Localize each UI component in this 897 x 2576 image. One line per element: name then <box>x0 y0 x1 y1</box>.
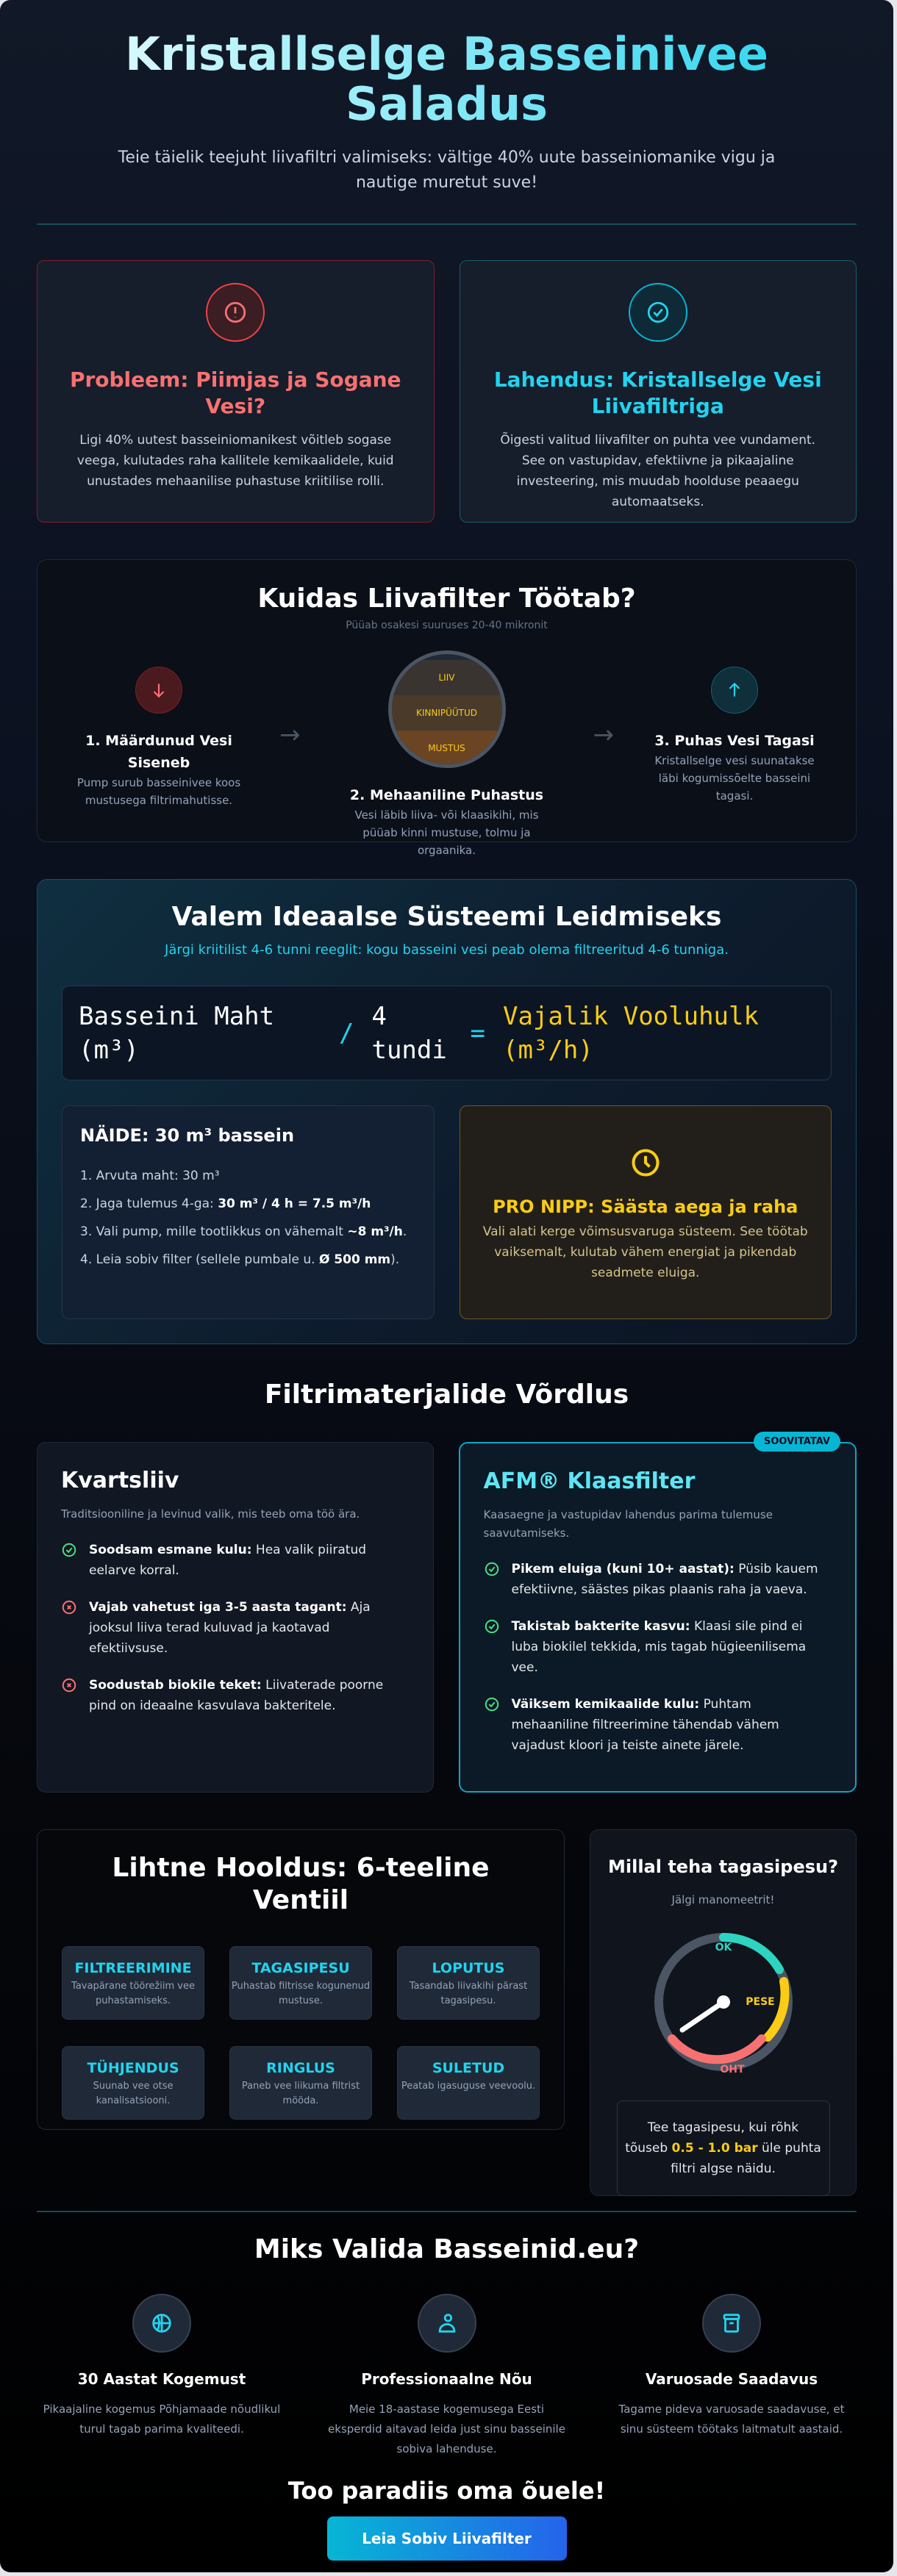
gauge-needle <box>682 2002 723 2030</box>
step-text: Pump surub basseinivee koos mustusega filtrimahutisse. <box>76 776 241 807</box>
gauge-title: Millal teha tagasipesu? <box>607 1856 839 1877</box>
check-circle-icon <box>629 283 687 342</box>
valve-mode-name: TÜHJENDUS <box>87 2060 179 2076</box>
solution-text: Õigesti valitud liivafilter on puhta vee vundament. See on vastupidav, efektiivne ja pikaajaline investeering, mis muudab hoolduse peaaegu automaatseks. <box>500 433 816 509</box>
x-circle-icon <box>61 1677 77 1716</box>
valve-mode-text: Suunab vee otse kanalisatsiooni. <box>93 2081 174 2106</box>
example-card <box>62 1105 435 1319</box>
gauge-wash-label: PESE <box>745 1996 775 2008</box>
valve-mode-name: LOPUTUS <box>432 1960 505 1976</box>
feature-item: Soodsam esmane kulu: Hea valik piiratud eelarve korral. <box>61 1540 410 1581</box>
page-subtitle: Teie täielik teejuht liivafiltri valimiseks: vältige 40% uute basseiniomanike vigu ja nautige muretut suve! <box>118 148 776 192</box>
how-title: Kuidas Liivafilter Töötab? <box>257 584 636 614</box>
layer-dirt: MUSTUS <box>392 731 502 766</box>
example-step: 4. Leia sobiv filter (sellele pumbale u. Ø 500 mm). <box>80 1252 400 1267</box>
problem-title: Probleem: Piimjas ja Sogane Vesi? <box>69 367 401 418</box>
step-text: Vesi läbib liiva- või klaasikihi, mis püüab kinni mustuse, tolmu ja orgaanika. <box>354 808 539 857</box>
feature-item: Soodustab biokile teket: Liivaterade poorne pind on ideaalne kasvulava bakteritele. <box>61 1675 410 1716</box>
why-item-text: Meie 18-aastase kogemusega Eesti eksperdid aitavad leida just sinu basseinile sobiva lahenduse. <box>328 2403 565 2455</box>
why-item-title: Professionaalne Nõu <box>361 2370 532 2388</box>
valve-section <box>37 1829 565 2130</box>
valve-mode-suletud <box>397 2046 540 2120</box>
divider <box>37 223 857 225</box>
quartz-card <box>37 1442 434 1793</box>
step-text: Kristallselge vesi suunatakse läbi kogumissõelte basseini tagasi. <box>654 754 815 803</box>
check-circle-icon <box>484 1696 500 1756</box>
formula-box <box>62 986 832 1080</box>
step-title: 2. Mehaaniline Puhastus <box>349 787 544 803</box>
divider <box>37 2211 857 2212</box>
valve-mode-name: FILTREERIMINE <box>74 1960 192 1976</box>
globe-icon <box>132 2294 191 2353</box>
tip-title: PRO NIPP: Säästa aega ja raha <box>493 1196 798 1217</box>
cta-title: Too paradiis oma õuele! <box>287 2477 606 2505</box>
valve-mode-tagasipesu <box>229 1946 372 2020</box>
why-item-advice <box>322 2294 572 2459</box>
gauge-danger-label: OHT <box>719 2064 745 2075</box>
valve-title: Lihtne Hooldus: 6-teeline Ventiil <box>112 1853 490 1915</box>
arrow-right-icon: → <box>593 720 614 750</box>
why-item-text: Pikaajaline kogemus Põhjamaade nõudlikul turul tagab parima kvaliteedi. <box>43 2403 281 2436</box>
gauge-note: Tee tagasipesu, kui rõhk tõuseb 0.5 - 1.0 bar üle puhta filtri algse näidu. <box>617 2100 830 2196</box>
formula-hours: 4 tundi <box>371 1001 447 1065</box>
user-icon <box>418 2294 476 2353</box>
gauge-card <box>590 1829 857 2196</box>
formula-divide: / <box>339 1018 354 1048</box>
example-step: 2. Jaga tulemus 4-ga: 30 m³ / 4 h = 7.5 m³/h <box>80 1196 371 1211</box>
valve-mode-text: Paneb vee liikuma filtrist mööda. <box>241 2081 360 2106</box>
problem-card <box>37 260 435 523</box>
solution-card <box>460 260 857 523</box>
check-circle-icon <box>484 1618 500 1678</box>
step-1 <box>74 667 243 809</box>
formula-result: Vajalik Vooluhulk (m³/h) <box>502 1001 759 1065</box>
valve-mode-name: RINGLUS <box>266 2060 335 2076</box>
find-filter-button[interactable]: Leia Sobiv Liivafilter <box>327 2516 567 2561</box>
solution-title: Lahendus: Kristallselge Vesi Liivafiltriga <box>493 367 822 418</box>
afm-desc: Kaasaegne ja vastupidav lahendus parima tulemuse saavutamiseks. <box>483 1508 773 1540</box>
archive-icon <box>702 2294 761 2353</box>
recommended-badge: SOOVITATAV <box>754 1432 840 1452</box>
valve-mode-text: Tasandab liivakihi pärast tagasipesu. <box>409 1981 528 2006</box>
feature-item: Takistab bakterite kasvu: Klaasi sile pind ei luba biokilel tekkida, mis tagab hügieenilisema vee. <box>484 1616 832 1678</box>
why-title: Miks Valida Basseinid.eu? <box>254 2234 640 2264</box>
valve-mode-text: Tavapärane töörežiim vee puhastamiseks. <box>71 1981 195 2006</box>
step-title: 3. Puhas Vesi Tagasi <box>654 733 815 749</box>
valve-mode-name: SULETUD <box>432 2060 505 2076</box>
valve-mode-text: Puhastab filtrisse kogunenud mustuse. <box>231 1981 371 2006</box>
quartz-title: Kvartsliiv <box>61 1468 179 1493</box>
valve-mode-text: Peatab igasuguse veevoolu. <box>401 2081 536 2092</box>
how-it-works-section <box>37 559 857 857</box>
alert-icon <box>206 283 265 342</box>
clock-icon <box>478 1147 814 1182</box>
why-item-experience <box>37 2294 287 2459</box>
layer-sand: LIIV <box>392 660 502 695</box>
step-3 <box>650 667 819 805</box>
example-step: 3. Vali pump, mille tootlikkus on vähemalt ~8 m³/h. <box>80 1224 407 1239</box>
formula-volume: Basseini Maht (m³) <box>79 1001 275 1065</box>
valve-mode-loputus <box>397 1946 540 2020</box>
problem-text: Ligi 40% uutest basseiniomanikest võitleb sogase veega, kulutades raha kallitele kemikaalidele, kuid unustades mehaanilise puhastuse kriitilise rolli. <box>76 433 394 489</box>
formula-subtitle: Järgi kriitilist 4-6 tunni reeglit: kogu basseini vesi peab olema filtreeritud 4-6 tunniga. <box>165 942 729 958</box>
valve-mode-ringlus <box>229 2046 372 2120</box>
example-step: 1. Arvuta maht: 30 m³ <box>80 1169 220 1183</box>
formula-title: Valem Ideaalse Süsteemi Leidmiseks <box>171 902 722 932</box>
afm-card <box>459 1436 857 1793</box>
why-item-title: Varuosade Saadavus <box>645 2370 818 2388</box>
arrow-up-icon <box>711 667 758 714</box>
valve-mode-name: TAGASIPESU <box>251 1960 350 1976</box>
gauge-subtitle: Jälgi manomeetrit! <box>671 1893 775 1906</box>
filter-caption: Püüab osakesi suuruses 20-40 mikronit <box>346 620 548 631</box>
arrow-right-icon: → <box>279 720 301 750</box>
tip-text: Vali alati kerge võimsusvaruga süsteem. See töötab vaiksemalt, kulutab vähem energiat ja pikendab seadmete eluiga. <box>482 1224 808 1280</box>
x-circle-icon <box>61 1599 77 1659</box>
quartz-desc: Traditsiooniline ja levinud valik, mis teeb oma töö ära. <box>61 1507 360 1521</box>
compare-title: Filtrimaterjalide Võrdlus <box>264 1380 629 1410</box>
feature-item: Väiksem kemikaalide kulu: Puhtam mehaaniline filtreerimine tähendab vähem vajadust kloori ja teiste ainete järele. <box>484 1694 832 1756</box>
step-2 <box>337 620 557 859</box>
why-item-title: 30 Aastat Kogemust <box>77 2370 246 2388</box>
valve-mode-tühjendus <box>62 2046 204 2120</box>
example-title: NÄIDE: 30 m³ bassein <box>80 1125 295 1146</box>
page-title: Kristallselge Basseinivee Saladus <box>37 29 857 129</box>
check-circle-icon <box>61 1542 77 1581</box>
gauge-ok-label: OK <box>715 1942 732 1953</box>
why-item-parts <box>607 2294 857 2459</box>
feature-item: Vajab vahetust iga 3-5 aasta tagant: Aja jooksul liiva terad kuluvad ja kaotavad efektiivsuse. <box>61 1597 410 1659</box>
gauge-ok-arc <box>723 1937 779 1970</box>
filter-diagram <box>388 650 506 768</box>
afm-title: AFM® Klaasfilter <box>483 1468 696 1494</box>
layer-trapped: KINNIPÜÜTUD <box>392 695 502 731</box>
why-item-text: Tagame pideva varuosade saadavuse, et sinu süsteem töötaks laitmatult aastaid. <box>618 2403 845 2436</box>
step-title: 1. Määrdunud Vesi Siseneb <box>85 733 232 771</box>
pro-tip-card <box>460 1105 832 1319</box>
valve-mode-filtreerimine <box>62 1946 204 2020</box>
check-circle-icon <box>484 1561 500 1600</box>
pressure-gauge <box>650 1929 797 2075</box>
feature-item: Pikem eluiga (kuni 10+ aastat): Püsib kauem efektiivne, säästes pikas plaanis raha ja vaeva. <box>484 1559 832 1600</box>
formula-equals: = <box>470 1018 485 1048</box>
arrow-down-icon <box>135 667 182 714</box>
formula-section <box>37 879 857 1344</box>
